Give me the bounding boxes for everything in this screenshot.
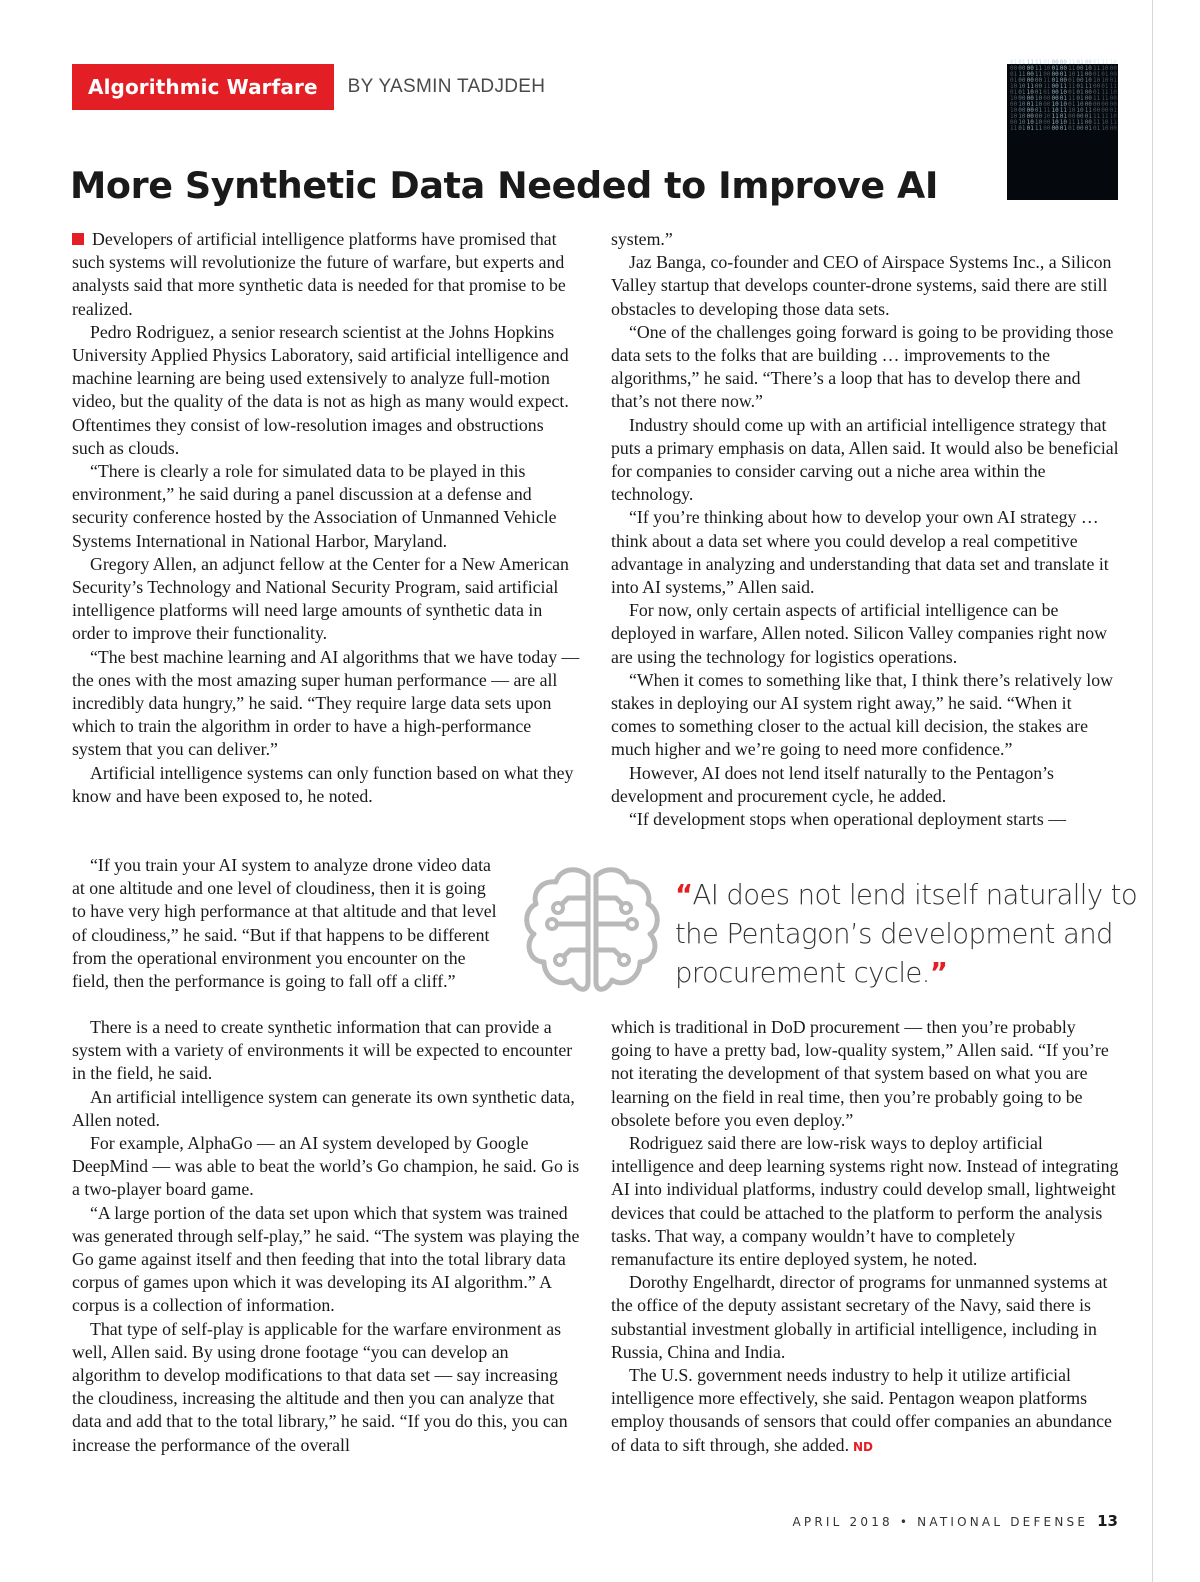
paragraph: “There is clearly a role for simulated data to be played in this environment,” he said during a panel discussion at a defense and security conference hosted by the Association of Unmanned Vehicle Systems International in National Harbor, Maryland. xyxy=(72,461,557,551)
binary-code-image xyxy=(1007,59,1118,200)
paragraph: “One of the challenges going forward is going to be providing those data sets to the folks that are building … improvements to the algorithms,” he said. “There’s a loop that has to develop there and that’s not there now.” xyxy=(611,321,1114,412)
paragraph: Artificial intelligence systems can only function based on what they know and have been exposed to, he noted. xyxy=(72,762,574,806)
column-1-wrapped xyxy=(72,854,502,993)
paragraph: which is traditional in DoD procurement — then you’re probably going to have a pretty bad, low-quality system,” Allen said. “If you’re not iterating the development of that system based on what you are learning on the field in real time, then you’re probably going to be obsolete before you even deploy.” xyxy=(611,1017,1109,1130)
paragraph: Rodriguez said there are low-risk ways to deploy artificial intelligence and deep learning systems right now. Instead of integrating AI into individual platforms, industry could develop small, lightweight devices that could be attached to the platform to perform the analysis tasks. That way, a company wouldn’t have to completely remanufacture its entire deployed system, he noted. xyxy=(611,1133,1119,1270)
paragraph: “When it comes to something like that, I think there’s relatively low stakes in deploying our AI system right away,” he said. “When it comes to something closer to the actual kill decision, the stakes are much higher and we’re going to need more confidence.” xyxy=(611,669,1113,760)
paragraph: “The best machine learning and AI algorithms that we have today — the ones with the most amazing super human performance — are all incredibly data hungry,” he said. “They require large data sets upon which to train the algorithm in order to have a high-performance system that you can deliver.” xyxy=(72,646,580,760)
binary-column: 000001001110011011011001 xyxy=(1059,59,1068,132)
binary-column: 110000001110000100001001 xyxy=(1026,59,1034,132)
binary-column: 111001100111110000111010 xyxy=(1101,59,1109,132)
paragraph: “A large portion of the data set upon which that system was trained was generated through self-play,” he said. “The system was playing the Go game against itself and then feeding that into the total library data corpus of games upon which it was developing its AI algorithm.” A corpus is a collection of information. xyxy=(72,1202,580,1316)
byline: BY YASMIN TADJDEH xyxy=(347,76,546,97)
column-1-bottom xyxy=(72,1016,580,1457)
paragraph: For now, only certain aspects of artificial intelligence can be deployed in warfare, Allen noted. Silicon Valley companies right now are using the technology for logistics operations. xyxy=(611,600,1107,667)
paragraph: That type of self-play is applicable for the warfare environment as well, Allen said. By using drone footage “you can develop an algorithm to develop modifications to that data set — say increasing the cloudiness, increasing the altitude and then you can analyze that data and add that to the total library,” he said. “If you do this, you can increase the performance of the overall xyxy=(72,1318,568,1455)
end-mark: ND xyxy=(853,1439,874,1454)
paragraph: “If you’re thinking about how to develop your own AI strategy … think about a data set where you could develop a real competitive advantage in analyzing and understanding that data set and translate it into AI systems,” Allen said. xyxy=(611,507,1109,598)
paragraph xyxy=(611,1364,1119,1459)
lead-square-icon xyxy=(72,233,84,245)
binary-column: 010011000101011010001100 xyxy=(1076,59,1084,132)
section-tag: Algorithmic Warfare xyxy=(72,64,334,110)
page-footer xyxy=(793,1512,1119,1530)
page-number: 13 xyxy=(1097,1512,1118,1530)
open-quote-mark: “ xyxy=(675,879,693,911)
article-header xyxy=(72,64,545,110)
paragraph: Gregory Allen, an adjunct fellow at the Center for a New American Security’s Technology and National Security Program, said artificial intelligence platforms will need large amounts of synthetic data in order to improve their functionality. xyxy=(72,553,569,644)
binary-column: 011000111101000011100000 xyxy=(1043,59,1051,132)
pull-quote xyxy=(675,876,1145,993)
page-edge-line xyxy=(1152,0,1153,1582)
paragraph: An artificial intelligence system can generate its own synthetic data, Allen noted. xyxy=(72,1086,575,1130)
paragraph-text: Developers of artificial intelligence platforms have promised that such systems will revolutionize the future of warfare, but experts and analysts said that more synthetic data is needed for that promise to be realized. xyxy=(72,229,566,319)
binary-column: 000100010000001010111000 xyxy=(1051,59,1059,132)
paragraph: system.” xyxy=(611,229,673,249)
paragraph: Industry should come up with an artificial intelligence strategy that puts a primary emphasis on data, Allen said. It would also be beneficial for companies to consider carving out a niche area within the technology. xyxy=(611,414,1119,505)
paragraph-text: The U.S. government needs industry to help it utilize artificial intelligence more effectively, she said. Pentagon weapon platforms employ thousands of sensors that could offer companies an abundance of data to sift through, she added. xyxy=(611,1365,1112,1455)
issue-line: APRIL 2018 • NATIONAL DEFENSE xyxy=(792,1515,1089,1529)
binary-column: 100000011110000001101100 xyxy=(1109,59,1117,132)
paragraph: Pedro Rodriguez, a senior research scientist at the Johns Hopkins University Applied Physics Laboratory, said artificial intelligence and machine learning are being used extensively to analyze full-motion video, but the quality of the data is not as high as many would expect. Oftentimes they consist of low-resolution images and obstructions such as clouds. xyxy=(72,321,569,458)
binary-column: 001000101100000011010001 xyxy=(1084,59,1092,132)
binary-column: 010011001001001000101001 xyxy=(1018,59,1026,132)
binary-column: 111111000001101001001011 xyxy=(1034,59,1043,132)
paragraph: Jaz Banga, co-founder and CEO of Airspace Systems Inc., a Silicon Valley startup that develops counter-drone systems, said there are still obstacles to developing those data sets. xyxy=(611,252,1112,319)
paragraph xyxy=(72,228,580,321)
binary-column: 010001011001100010100011 xyxy=(1010,59,1018,132)
paragraph: Dorothy Engelhardt, director of programs for unmanned systems at the office of the deputy assistant secretary of the Navy, said there is substantial investment globally in artificial intelligence, including in Russia, China and India. xyxy=(611,1272,1108,1362)
pull-quote-text: AI does not lend itself naturally to the Pentagon’s development and procurement cycle. xyxy=(675,879,1138,989)
binary-column: 011101100001110000111101 xyxy=(1093,59,1101,132)
binary-column: 111110011101110110001101 xyxy=(1068,59,1076,132)
close-quote-mark: ” xyxy=(929,957,948,989)
paragraph: For example, AlphaGo — an AI system developed by Google DeepMind — was able to beat the world’s Go champion, he said. Go is a two-player board game. xyxy=(72,1133,580,1200)
column-2-top xyxy=(611,228,1119,831)
paragraph: However, AI does not lend itself naturally to the Pentagon’s development and procurement cycle, he added. xyxy=(611,762,1054,806)
paragraph: There is a need to create synthetic information that can provide a system with a variety of environments it will be expected to encounter in the field, he said. xyxy=(72,1017,573,1084)
brain-circuit-icon xyxy=(516,858,666,1008)
paragraph: “If you train your AI system to analyze drone video data at one altitude and one level of cloudiness, then it is going to have very high performance at that altitude and that level of cloudiness,” he said. “But if that happens to be different from the operational environment you encounter on the field, then the performance is going to fall off a cliff.” xyxy=(72,855,497,992)
column-1-top xyxy=(72,228,580,808)
paragraph: “If development stops when operational deployment starts — xyxy=(629,809,1067,830)
column-2-bottom xyxy=(611,1016,1119,1459)
headline: More Synthetic Data Needed to Improve AI xyxy=(70,164,939,207)
